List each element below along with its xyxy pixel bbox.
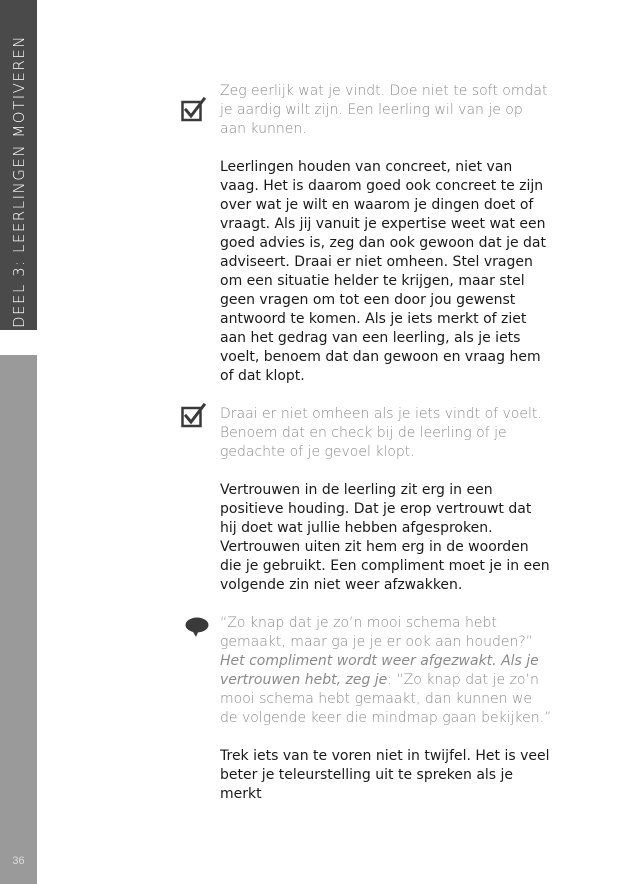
chapter-label: DEEL 3: LEERLINGEN MOTIVEREN bbox=[10, 34, 28, 328]
tip-1: Zeg eerlijk wat je vindt. Doe niet te soft omdat je aardig wilt zijn. Een leerling wil van je op aan kunnen. bbox=[220, 83, 548, 137]
page-number: 36 bbox=[12, 855, 25, 867]
checkbox-check-icon bbox=[181, 403, 206, 428]
paragraph-1: Leerlingen houden van concreet, niet van vaag. Het is daarom goed ook concreet te zijn over wat je wilt en waarom je dingen doet of vraagt. Als jij vanuit je expertise weet wat een goed advies is, zeg dan ook gewoon dat je dat adviseert. Draai er niet omheen. Stel vragen om een situatie helder te krijgen, maar stel geen vragen om tot een door jou gewenst antwoord te komen. Als je iets merkt of ziet aan het gedrag van een leerling, als je iets voelt, benoem dat dan gewoon en vraag hem of dat klopt. bbox=[220, 159, 546, 384]
quote-part-1: “Zo knap dat je zo’n mooi schema hebt gemaakt, maar ga je je er ook aan houden?” bbox=[220, 615, 534, 650]
page-content bbox=[220, 82, 552, 804]
paragraph-2: Vertrouwen in de leerling zit erg in een positieve houding. Dat je erop vertrouwt dat hij doet wat jullie hebben afgesproken. Vertrouwen uiten zit hem erg in de woorden die je gebruikt. Een compliment moet je in een volgende zin niet weer afzwakken. bbox=[220, 482, 550, 593]
quote-commentary: Het compliment wordt weer afgezwakt. Als je vertrouwen hebt, zeg je bbox=[220, 653, 539, 688]
chapter-sidebar bbox=[0, 0, 37, 884]
checkbox-check-icon bbox=[181, 97, 206, 122]
paragraph-3: Trek iets van te voren niet in twijfel. Het is veel beter je teleurstelling uit te spreken als je merkt bbox=[220, 748, 550, 802]
tip-2: Draai er niet omheen als je iets vindt of voelt. Benoem dat en check bij de leerling of je gedachte of je gevoel klopt. bbox=[220, 406, 542, 460]
quote-block bbox=[220, 614, 552, 728]
quote-part-2: : “Zo knap dat je zo’n mooi schema hebt gemaakt, dan kunnen we de volgende keer die mindmap gaan bekijken.” bbox=[220, 672, 552, 726]
speech-bubble-icon bbox=[184, 616, 209, 638]
